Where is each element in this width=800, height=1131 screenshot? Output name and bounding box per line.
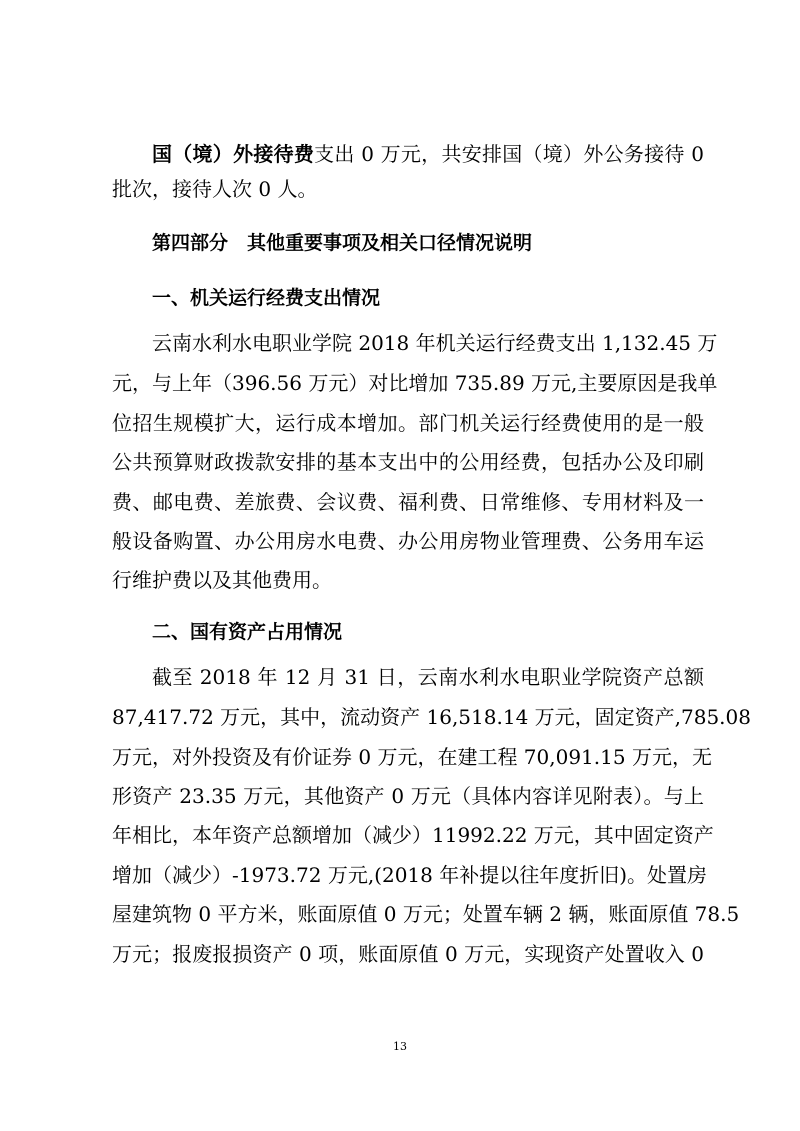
paragraph-line: 般设备购置、办公用房水电费、办公用房物业管理费、公务用车运 xyxy=(112,529,704,553)
paragraph-line: 行维护费以及其他费用。 xyxy=(112,568,332,592)
paragraph-line: 费、邮电费、差旅费、会议费、福利费、日常维修、专用材料及一 xyxy=(112,490,704,514)
paragraph-line: 87,417.72 万元，其中，流动资产 16,518.14 万元，固定资产,785.08 xyxy=(112,705,751,729)
paragraph-line xyxy=(152,141,704,167)
paragraph-line: 年相比，本年资产总额增加（减少）11992.22 万元，其中固定资产 xyxy=(112,823,714,847)
part-title: 第四部分 其他重要事项及相关口径情况说明 xyxy=(152,232,533,254)
page-number: 13 xyxy=(393,1040,407,1053)
paragraph-line: 公共预算财政拨款安排的基本支出中的公用经费，包括办公及印刷 xyxy=(112,450,704,474)
paragraph-line: 形资产 23.35 万元，其他资产 0 万元（具体内容详见附表）。与上 xyxy=(112,784,704,808)
paragraph-text: 支出 0 万元，共安排国（境）外公务接待 0 xyxy=(314,142,704,166)
paragraph-line: 增加（减少）-1973.72 万元,(2018 年补提以往年度折旧)。处置房 xyxy=(112,863,708,887)
paragraph-line: 截至 2018 年 12 月 31 日，云南水利水电职业学院资产总额 xyxy=(152,665,704,689)
bold-lead: 国（境）外接待费 xyxy=(152,142,315,166)
paragraph-line: 屋建筑物 0 平方米，账面原值 0 万元；处置车辆 2 辆，账面原值 78.5 xyxy=(112,902,740,926)
paragraph-line: 元，与上年（396.56 万元）对比增加 735.89 万元,主要原因是我单 xyxy=(112,371,718,395)
section-heading: 一、机关运行经费支出情况 xyxy=(152,287,381,309)
paragraph-line: 云南水利水电职业学院 2018 年机关运行经费支出 1,132.45 万 xyxy=(152,331,718,355)
section-heading: 二、国有资产占用情况 xyxy=(152,621,343,643)
paragraph-line: 万元，对外投资及有价证券 0 万元，在建工程 70,091.15 万元，无 xyxy=(112,745,712,769)
paragraph-line: 位招生规模扩大，运行成本增加。部门机关运行经费使用的是一般 xyxy=(112,411,704,435)
paragraph-line: 批次，接待人次 0 人。 xyxy=(112,177,318,201)
paragraph-line: 万元；报废报损资产 0 项，账面原值 0 万元，实现资产处置收入 0 xyxy=(112,942,704,966)
